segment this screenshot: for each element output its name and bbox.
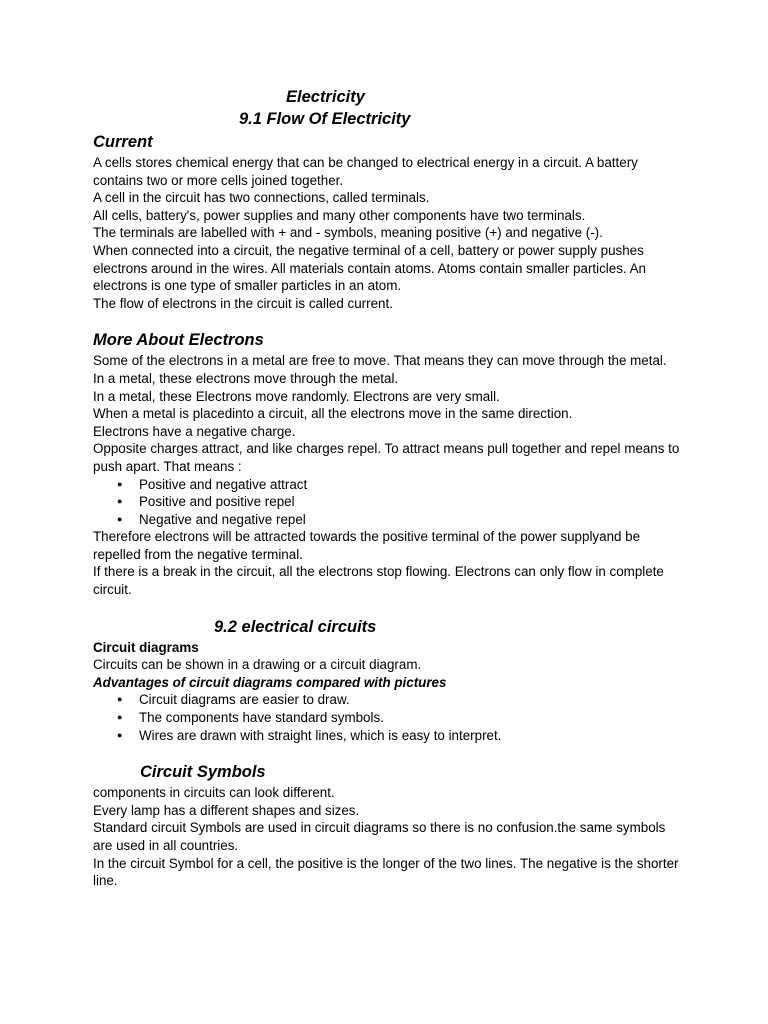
spacer [93, 744, 683, 760]
list-item: ● Positive and negative attract [117, 476, 683, 494]
paragraph: Every lamp has a different shapes and sizes. [93, 802, 360, 818]
subheading-advantages: Advantages of circuit diagrams compared with pictures [93, 674, 447, 690]
list-item: ● Positive and positive repel [117, 493, 683, 511]
document-content [93, 86, 683, 890]
heading-more-about-electrons: More About Electrons [93, 331, 264, 350]
paragraph: components in circuits can look different. [93, 785, 335, 801]
heading-electrical-circuits: 9.2 electrical circuits [214, 617, 377, 636]
spacer [93, 312, 683, 328]
paragraph: The terminals are labelled with + and - symbols, meaning positive (+) and negative (-). [93, 225, 603, 241]
document-subtitle: 9.1 Flow Of Electricity [239, 110, 411, 128]
advantages-list [93, 691, 683, 744]
document-title: Electricity [286, 88, 365, 106]
paragraph: Circuits can be shown in a drawing or a circuit diagram. [93, 657, 422, 673]
paragraph: In a metal, these Electrons move randomly. Electrons are very small. [93, 388, 500, 404]
paragraph: Electrons have a negative charge. [93, 423, 296, 439]
paragraph: If there is a break in the circuit, all the electrons stop flowing. Electrons can only flow in complete circuit. [93, 564, 664, 598]
list-item: ● Negative and negative repel [117, 511, 683, 529]
heading-circuit-symbols: Circuit Symbols [140, 763, 266, 782]
paragraph: All cells, battery's, power supplies and many other components have two terminals. [93, 207, 586, 223]
list-item: ● Circuit diagrams are easier to draw. [117, 691, 683, 709]
paragraph: A cell in the circuit has two connections, called terminals. [93, 190, 430, 206]
list-item: ● Wires are drawn with straight lines, which is easy to interpret. [117, 727, 683, 745]
paragraph: Some of the electrons in a metal are free to move. That means they can move through the metal. [93, 353, 667, 369]
paragraph: When connected into a circuit, the negative terminal of a cell, battery or power supply pushes electrons around in the wires. All materials contain atoms. Atoms contain smaller particles. An electrons is one type of smaller particles in an atom. [93, 242, 646, 294]
paragraph: Standard circuit Symbols are used in circuit diagrams so there is no confusion.the same symbols are used in all countries. [93, 820, 666, 853]
list-item: ● The components have standard symbols. [117, 709, 683, 727]
spacer [93, 599, 683, 615]
paragraph: In the circuit Symbol for a cell, the positive is the longer of the two lines. The negative is the shorter line. [93, 855, 679, 889]
paragraph: In a metal, these electrons move through the metal. [93, 370, 399, 386]
charge-rules-list [93, 476, 683, 529]
paragraph: Opposite charges attract, and like charges repel. To attract means pull together and repel means to push apart. That means : [93, 441, 680, 474]
paragraph: A cells stores chemical energy that can be changed to electrical energy in a circuit. A battery contains two or more cells joined together. [93, 155, 638, 188]
subheading-circuit-diagrams: Circuit diagrams [93, 639, 199, 655]
paragraph: When a metal is placedinto a circuit, all the electrons move in the same direction. [93, 406, 573, 422]
heading-current: Current [93, 133, 153, 151]
paragraph: Therefore electrons will be attracted towards the positive terminal of the power supplyand be repelled from the negative terminal. [93, 529, 641, 562]
paragraph: The flow of electrons in the circuit is called current. [93, 295, 393, 311]
